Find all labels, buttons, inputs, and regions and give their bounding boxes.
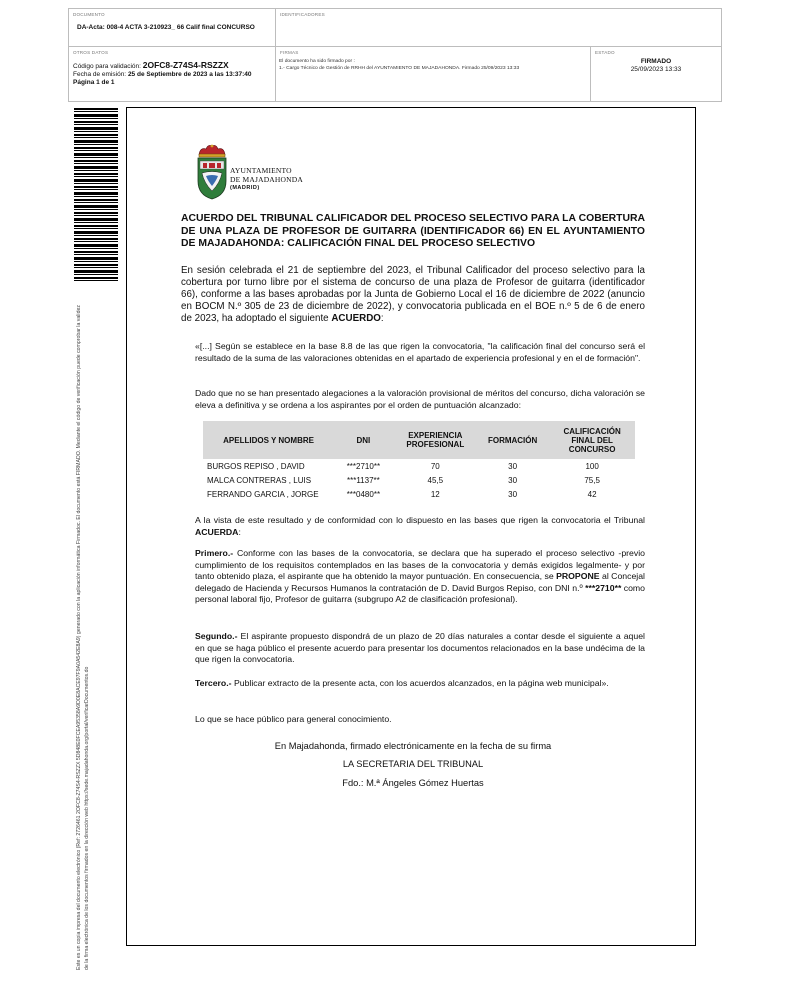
documento-label: DOCUMENTO: [73, 12, 105, 17]
documento-value: DA-Acta: 008-4 ACTA 3-210923_ 66 Calif final CONCURSO: [77, 24, 255, 31]
quote-paragraph-2: Dado que no se han presentado alegaciones a la valoración provisional de méritos del concurso, dicha valoración se eleva a definitiva y se ordena a los aspirantes por el orden de puntuación alcanzado:: [195, 388, 645, 410]
validation-prefix: Código para validación:: [73, 63, 141, 70]
tercero-paragraph: [195, 678, 645, 690]
intro-paragraph: [181, 265, 645, 325]
estado-value: FIRMADO: [640, 58, 672, 65]
logo-line-1: AYUNTAMIENTO: [230, 166, 292, 175]
closing-paragraph: Lo que se hace público para general conocimiento.: [195, 714, 392, 724]
tercero-label: Tercero.-: [195, 678, 232, 688]
table-header-cell: EXPERIENCIA PROFESIONAL: [395, 421, 476, 459]
primero-dni: ***2710**: [585, 582, 622, 593]
tercero-text: Publicar extracto de la presente acta, con los acuerdos alcanzados, en la página web municipal».: [233, 678, 609, 688]
coat-of-arms-logo: [194, 143, 230, 201]
primero-text-3: como personal laboral fijo, Profesor de guitarra (subgrupo A2 de clasificación profesional).: [195, 582, 645, 605]
firmas-text: [279, 58, 587, 73]
table-cell: ***2710**: [346, 461, 381, 471]
vista-paragraph: [195, 515, 645, 538]
table-cell: ***0480**: [346, 489, 381, 499]
emission-date: 25 de Septiembre de 2023 a las 13:37:40: [127, 71, 252, 79]
validation-code: 2OFC8-Z74S4-RSZZX: [142, 60, 229, 70]
primero-paragraph: [195, 548, 645, 606]
table-cell: 42: [587, 489, 597, 499]
firmas-cell: [276, 47, 591, 101]
table-header-cell: CALIFICACIÓN FINAL DEL CONCURSO: [549, 421, 635, 459]
identificadores-label: IDENTIFICADORES: [280, 12, 325, 17]
logo-line-3: (MADRID): [230, 185, 260, 191]
primero-text-1: Conforme con las bases de la convocatoria, se declara que ha superado el proceso selectivo -previo cumplimiento de los requisitos contemplados en las bases de la convocatoria y demás exigidos legalmente- y por tanto obtenido plaza, el aspirante que ha obtenido la mayor puntuación. En consecuencia, se: [195, 548, 645, 582]
table-cell: MALCA CONTRERAS , LUIS: [207, 475, 312, 485]
table-cell: BURGOS REPISO , DAVID: [207, 461, 305, 471]
firmas-line-1: El documento ha sido firmado por :: [279, 59, 355, 64]
page-count: Página 1 de 1: [73, 79, 115, 87]
primero-label: Primero.-: [195, 548, 234, 558]
otros-datos-cell: [69, 47, 276, 101]
barcode-image: [74, 108, 118, 283]
table-cell: 70: [430, 461, 440, 471]
document-title: ACUERDO DEL TRIBUNAL CALIFICADOR DEL PROCESO SELECTIVO PARA LA COBERTURA DE UNA PLAZA DE PROFESOR DE GUITARRA (IDENTIFICADOR 66) EN EL AYUNTAMIENTO DE MAJADAHONDA: CALIFICACIÓN FINAL DEL PROCESO SELECTIVO: [181, 213, 645, 250]
vista-text: A la vista de este resultado y de conformidad con lo dispuesto en las bases que rigen la convocatoria el Tribunal: [195, 515, 645, 525]
table-row: [203, 487, 635, 501]
scores-table: [203, 421, 635, 501]
estado-date: 25/09/2023 13:33: [630, 66, 682, 73]
vista-end: :: [238, 526, 241, 537]
quote-paragraph-1: «[...] Según se establece en la base 8.8 de las que rigen la convocatoria, "la calificación final del concurso será el resultado de la suma de las valoraciones obtenidas en el apartado de experiencia profesional y en el de formación".: [195, 341, 645, 363]
table-header-row: [203, 421, 635, 459]
verification-side-text: Este es un copia impresa del documento electrónico (Ref: 2726461 2OFC8-Z74S4-RSZZX 5D848E0FCEA95358A9D0E8ACE97F9A0A542E8A9) generado con la aplicación informática Firmadoc. El documento está FIRMADO. Mediante el código de verificación puede comprobar la validez de la firma electrónica de los documentos firmados en la dirección web https://sede.majadahonda.org/portal/verificarDocumentos.do: [76, 305, 90, 970]
estado-cell: [591, 47, 721, 101]
documento-cell: [69, 9, 276, 47]
table-cell: 30: [508, 475, 518, 485]
primero-text-2: al Concejal delegado de Hacienda y Recursos Humanos la contratación de D. David Burgos Repiso, con DNI n.º: [195, 571, 645, 593]
segundo-text: El aspirante propuesto dispondrá de un plazo de 20 días naturales a contar desde el siguiente a aquel en que se haga público el presente acuerdo para presentar los documentos relacionados en la base undécima de la que rigen la convocatoria.: [195, 631, 645, 665]
table-cell: FERRANDO GARCIA , JORGE: [207, 489, 319, 499]
table-cell: ***1137**: [346, 475, 380, 485]
table-header-cell: FORMACIÓN: [476, 421, 549, 459]
table-row: [203, 473, 635, 487]
table-cell: 12: [430, 489, 440, 499]
segundo-paragraph: [195, 631, 645, 666]
signature-line-1: En Majadahonda, firmado electrónicamente en la fecha de su firma: [274, 741, 552, 751]
segundo-label: Segundo.-: [195, 631, 238, 641]
table-cell: 100: [585, 461, 599, 471]
otros-datos-label: OTROS DATOS: [73, 50, 109, 55]
table-cell: 30: [508, 489, 518, 499]
logo-text: [230, 166, 303, 193]
estado-info: [591, 58, 721, 74]
identificadores-cell: [276, 9, 721, 47]
document-header: [68, 8, 722, 102]
intro-end: :: [380, 313, 384, 324]
intro-text: En sesión celebrada el 21 de septiembre del 2023, el Tribunal Calificador del proceso selectivo para la cobertura por turno libre por el sistema de concurso de una plaza de Profesor de guitarra (identificador 66), conforme a las bases aprobadas por la Junta de Gobierno Local el 16 de diciembre de 2022 (anuncio en BOCM N.º 305 de 23 de diciembre de 2022), y convocatoria publicada en el BOE n.º 5 de 6 de enero de 2023, ha adoptado el siguiente: [181, 265, 645, 324]
table-cell: 75,5: [584, 475, 600, 485]
intro-bold: ACUERDO: [331, 313, 381, 324]
logo-line-2: DE MAJADAHONDA: [230, 175, 304, 184]
table-header-cell: APELLIDOS Y NOMBRE: [203, 421, 332, 459]
validation-info: [73, 61, 273, 88]
estado-label: ESTADO: [595, 50, 615, 55]
signature-line-2: LA SECRETARIA DEL TRIBUNAL: [342, 759, 484, 769]
vista-bold: ACUERDA: [195, 526, 239, 537]
emission-prefix: Fecha de emisión:: [73, 71, 127, 79]
table-header-cell: DNI: [332, 421, 395, 459]
firmas-line-2: 1.- Cargo Técnico de Gestión de RRHH del AYUNTAMIENTO DE MAJADAHONDA. Firmado 25/09/2023 13:33: [279, 66, 520, 72]
table-row: [203, 459, 635, 473]
primero-bold: PROPONE: [556, 571, 600, 582]
table-cell: 45,5: [427, 475, 444, 485]
signature-line-3: Fdo.: M.ª Ángeles Gómez Huertas: [342, 778, 484, 788]
table-cell: 30: [508, 461, 518, 471]
firmas-label: FIRMAS: [280, 50, 299, 55]
